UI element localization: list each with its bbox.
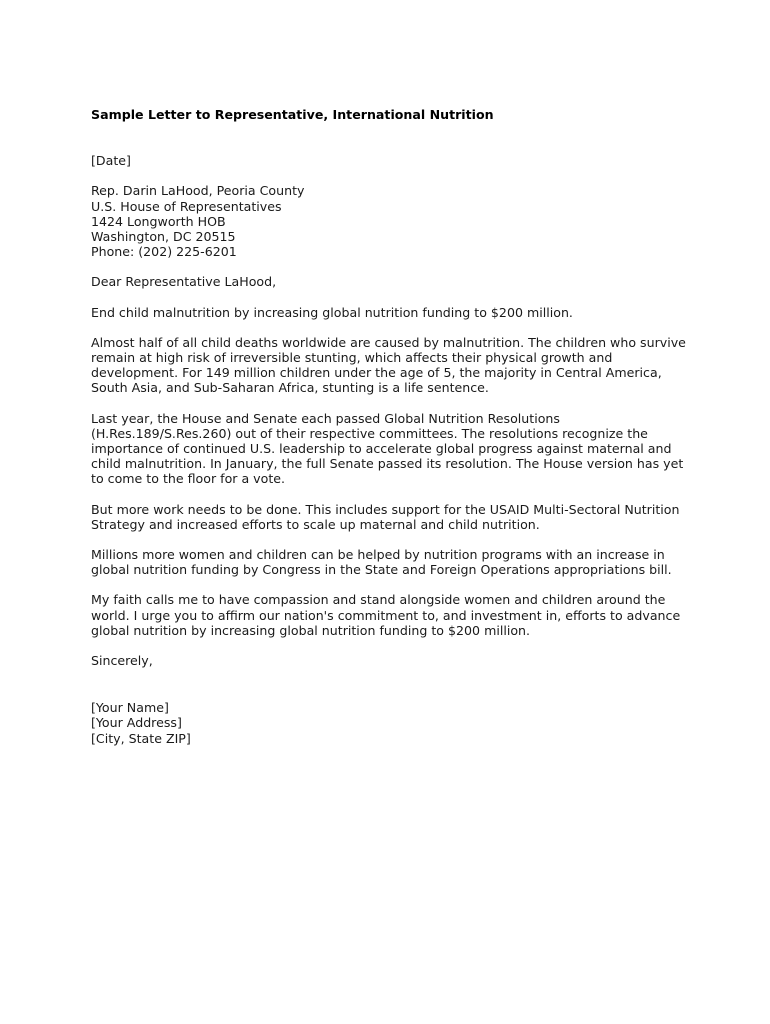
closing: Sincerely, [91,653,153,669]
recipient-line: Washington, DC 20515 [91,229,236,245]
recipient-line: Phone: (202) 225-6201 [91,244,237,260]
salutation: Dear Representative LaHood, [91,274,277,290]
letter-title: Sample Letter to Representative, International Nutrition [91,107,494,122]
recipient-line: U.S. House of Representatives [91,198,282,214]
body-paragraph: Almost half of all child deaths worldwide are caused by malnutrition. The children who survive remain at high risk of irreversible stunting, which affects their physical growth and development. For 149 million children under the age of 5, the majority in Central America, South Asia, and Sub-Saharan Africa, stunting is a life sentence. [91,334,686,396]
recipient-address [91,183,691,259]
letter-body [91,107,691,746]
signature-line: [City, State ZIP] [91,730,191,746]
letter-date: [Date] [91,153,131,169]
signature-line: [Your Name] [91,700,169,716]
body-paragraph: Last year, the House and Senate each passed Global Nutrition Resolutions (H.Res.189/S.Res.260) out of their respective committees. The resolutions recognize the importance of continued U.S. leadership to accelerate global progress against maternal and child malnutrition. In January, the full Senate passed its resolution. The House version has yet to come to the floor for a vote. [91,410,684,487]
body-paragraph: But more work needs to be done. This includes support for the USAID Multi-Sectoral Nutrition Strategy and increased efforts to scale up maternal and child nutrition. [91,501,680,532]
signature-block [91,700,691,746]
recipient-line: 1424 Longworth HOB [91,213,226,229]
recipient-line: Rep. Darin LaHood, Peoria County [91,183,305,199]
body-paragraph: End child malnutrition by increasing global nutrition funding to $200 million. [91,304,573,320]
signature-line: [Your Address] [91,715,182,731]
body-paragraph: My faith calls me to have compassion and stand alongside women and children around the world. I urge you to affirm our nation's commitment to, and investment in, efforts to advance global nutrition by increasing global nutrition funding to $200 million. [91,592,681,638]
body-paragraph: Millions more women and children can be helped by nutrition programs with an increase in global nutrition funding by Congress in the State and Foreign Operations appropriations bill. [91,547,672,578]
